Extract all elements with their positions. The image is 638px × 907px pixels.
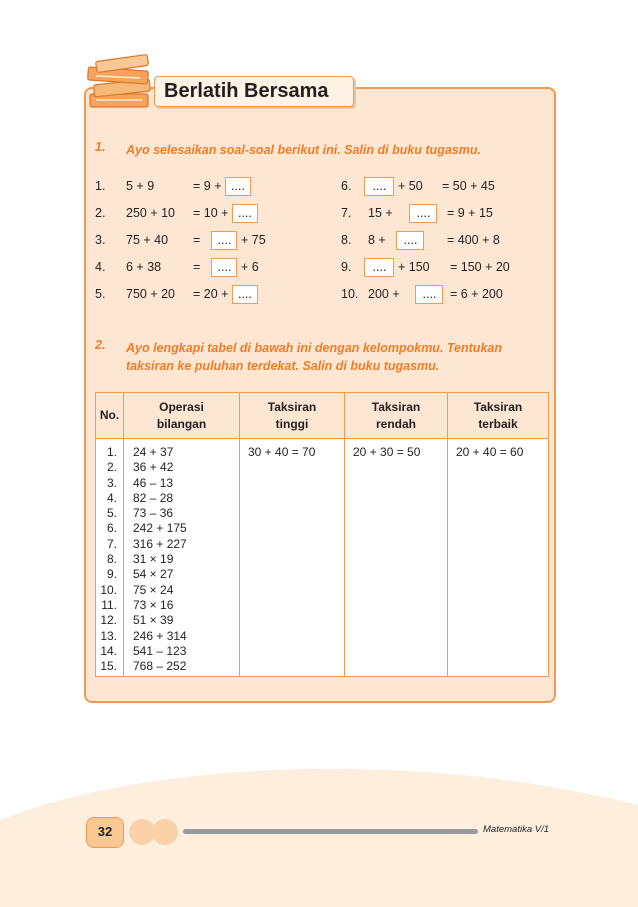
answer-blank[interactable]: ....: [211, 258, 237, 277]
exercise-item-4: 4. 6 + 38 = .... + 6: [95, 257, 259, 277]
book-title: Matematika V/1: [483, 824, 549, 835]
row-number: 10.: [100, 582, 117, 597]
operations-cell: [124, 439, 240, 677]
row-number: 8.: [106, 552, 117, 567]
operation: 242 + 175: [133, 521, 187, 536]
exercise-item-8: 8. 8 + .... = 400 + 8: [341, 230, 500, 250]
footer-dot: [152, 819, 178, 845]
taksiran-terbaik-cell[interactable]: [448, 439, 549, 677]
operation: 75 × 24: [133, 582, 174, 597]
answer-blank[interactable]: ....: [232, 204, 258, 223]
operation: 73 × 16: [133, 597, 174, 612]
question-1-text: Ayo selesaikan soal-soal berikut ini. Salin di buku tugasmu.: [126, 143, 481, 157]
exercise-item-9: 9. .... + 150 = 150 + 20: [341, 257, 510, 277]
operation: 541 – 123: [133, 643, 187, 658]
operation: 54 × 27: [133, 567, 174, 582]
exercise-item-7: 7. 15 + .... = 9 + 15: [341, 203, 493, 223]
exercise-item-5: 5. 750 + 20 = 20 + ....: [95, 284, 258, 304]
header-taksiran-tinggi: Taksiran tinggi: [240, 393, 345, 439]
answer-blank[interactable]: ....: [225, 177, 251, 196]
operation: 246 + 314: [133, 628, 187, 643]
answer-blank[interactable]: ....: [364, 177, 394, 196]
row-number: 9.: [106, 567, 117, 582]
taksiran-tinggi-cell[interactable]: [240, 439, 345, 677]
answer-blank[interactable]: ....: [409, 204, 437, 223]
row-number: 12.: [100, 613, 117, 628]
page-number: 32: [86, 817, 124, 848]
question-2-number: 2.: [95, 338, 106, 352]
example-taksiran-terbaik: 20 + 40 = 60: [456, 445, 524, 459]
question-2-line-1: Ayo lengkapi tabel di bawah ini dengan kelompokmu. Tentukan: [126, 341, 502, 355]
row-number: 13.: [100, 628, 117, 643]
question-2-line-2: taksiran ke puluhan terdekat. Salin di buku tugasmu.: [126, 359, 440, 373]
row-numbers-cell: [96, 439, 124, 677]
header-taksiran-terbaik: Taksiran terbaik: [448, 393, 549, 439]
answer-blank[interactable]: ....: [364, 258, 394, 277]
operation: 768 – 252: [133, 659, 187, 674]
answer-blank[interactable]: ....: [232, 285, 258, 304]
row-number: 3.: [106, 475, 117, 490]
exercise-item-2: 2. 250 + 10 = 10 + ....: [95, 203, 258, 223]
taksiran-rendah-cell[interactable]: [345, 439, 448, 677]
operation: 31 × 19: [133, 552, 174, 567]
operation: 82 – 28: [133, 490, 174, 505]
question-1-number: 1.: [95, 140, 106, 154]
section-title: Berlatih Bersama: [154, 76, 354, 107]
example-taksiran-tinggi: 30 + 40 = 70: [248, 445, 316, 459]
row-number: 11.: [101, 597, 117, 612]
row-number: 14.: [100, 643, 117, 658]
header-operasi: Operasi bilangan: [124, 393, 240, 439]
exercise-item-6: 6. .... + 50 = 50 + 45: [341, 176, 495, 196]
header-no: No.: [96, 393, 124, 439]
row-number: 5.: [106, 506, 117, 521]
operation: 51 × 39: [133, 613, 174, 628]
answer-blank[interactable]: ....: [415, 285, 443, 304]
answer-blank[interactable]: ....: [396, 231, 424, 250]
exercise-item-3: 3. 75 + 40 = .... + 75: [95, 230, 266, 250]
row-number: 2.: [106, 460, 117, 475]
operation: 46 – 13: [133, 475, 174, 490]
exercise-item-10: 10. 200 + .... = 6 + 200: [341, 284, 503, 304]
row-number: 4.: [106, 490, 117, 505]
exercise-item-1: 1. 5 + 9 = 9 + ....: [95, 176, 251, 196]
books-icon: [84, 54, 160, 116]
estimation-table: [95, 392, 549, 677]
row-number: 1.: [106, 445, 117, 459]
answer-blank[interactable]: ....: [211, 231, 237, 250]
operation: 24 + 37: [133, 445, 174, 459]
row-number: 6.: [106, 521, 117, 536]
example-taksiran-rendah: 20 + 30 = 50: [353, 445, 421, 459]
footer-bar: [183, 829, 478, 834]
operation: 36 + 42: [133, 460, 174, 475]
row-number: 15.: [100, 659, 117, 674]
operation: 316 + 227: [133, 536, 187, 551]
header-taksiran-rendah: Taksiran rendah: [345, 393, 448, 439]
row-number: 7.: [106, 536, 117, 551]
operation: 73 – 36: [133, 506, 174, 521]
